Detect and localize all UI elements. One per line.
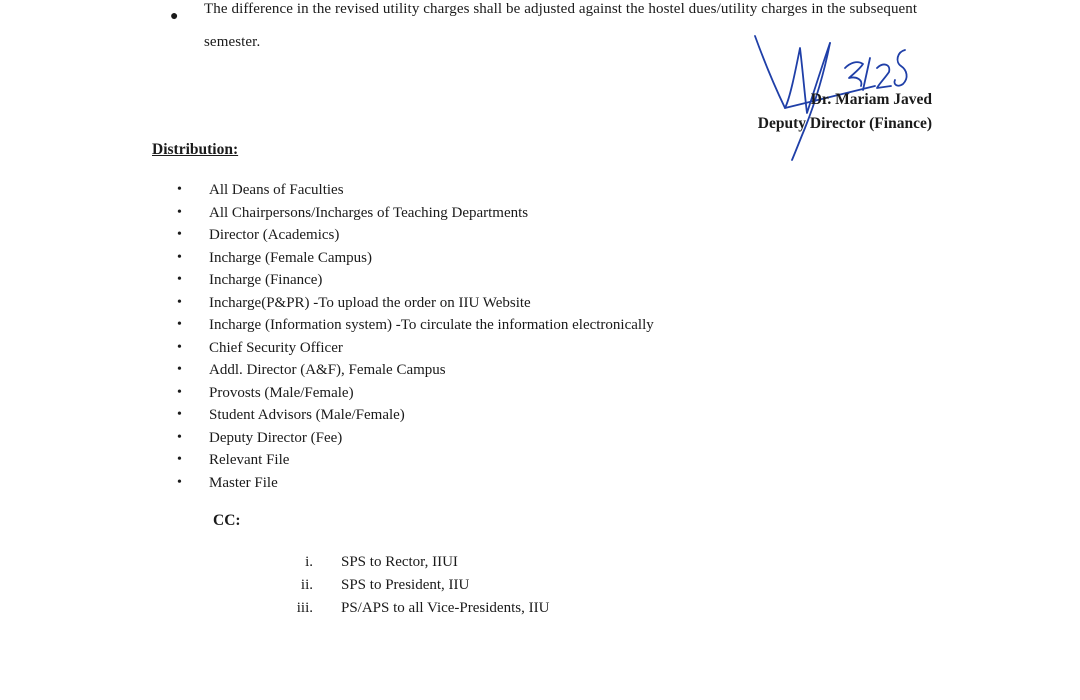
cc-item-text: SPS to President, IIU (341, 577, 470, 593)
cc-item (285, 574, 549, 597)
cc-item-text: PS/APS to all Vice-Presidents, IIU (341, 600, 550, 616)
list-item: • Incharge(P&PR) -To upload the order on IIU Website (174, 292, 654, 315)
cc-item (285, 551, 549, 574)
list-item: • All Chairpersons/Incharges of Teaching Departments (174, 202, 654, 225)
list-item: • Relevant File (174, 449, 654, 472)
distribution-heading: Distribution: (152, 141, 239, 158)
list-item: • Chief Security Officer (174, 337, 654, 360)
list-item: • Student Advisors (Male/Female) (174, 404, 654, 427)
list-item: • Deputy Director (Fee) (174, 427, 654, 450)
signatory-block (758, 88, 932, 136)
signatory-name: Dr. Mariam Javed (810, 91, 932, 108)
list-item: • All Deans of Faculties (174, 179, 654, 202)
signatory-title: Deputy Director (Finance) (757, 115, 932, 132)
list-item: • Incharge (Female Campus) (174, 247, 654, 270)
list-item: • Master File (174, 472, 654, 495)
cc-item (285, 597, 549, 620)
list-item: • Provosts (Male/Female) (174, 382, 654, 405)
cc-heading: CC: (213, 512, 241, 529)
list-item: • Incharge (Information system) -To circulate the information electronically (174, 314, 654, 337)
distribution-list (174, 179, 654, 494)
list-item: • Incharge (Finance) (174, 269, 654, 292)
cc-item-number: ii. (300, 577, 313, 593)
list-item: • Director (Academics) (174, 224, 654, 247)
list-item: • Addl. Director (A&F), Female Campus (174, 359, 654, 382)
cc-list (285, 551, 549, 620)
cc-item-number: i. (305, 554, 313, 570)
cc-item-number: iii. (296, 600, 313, 616)
bullet-icon: ● (170, 9, 179, 24)
intro-bullet-text: The difference in the revised utility charges shall be adjusted against the hostel dues/utility charges in the subsequent semester. (204, 1, 918, 50)
cc-item-text: SPS to Rector, IIUI (341, 554, 458, 570)
